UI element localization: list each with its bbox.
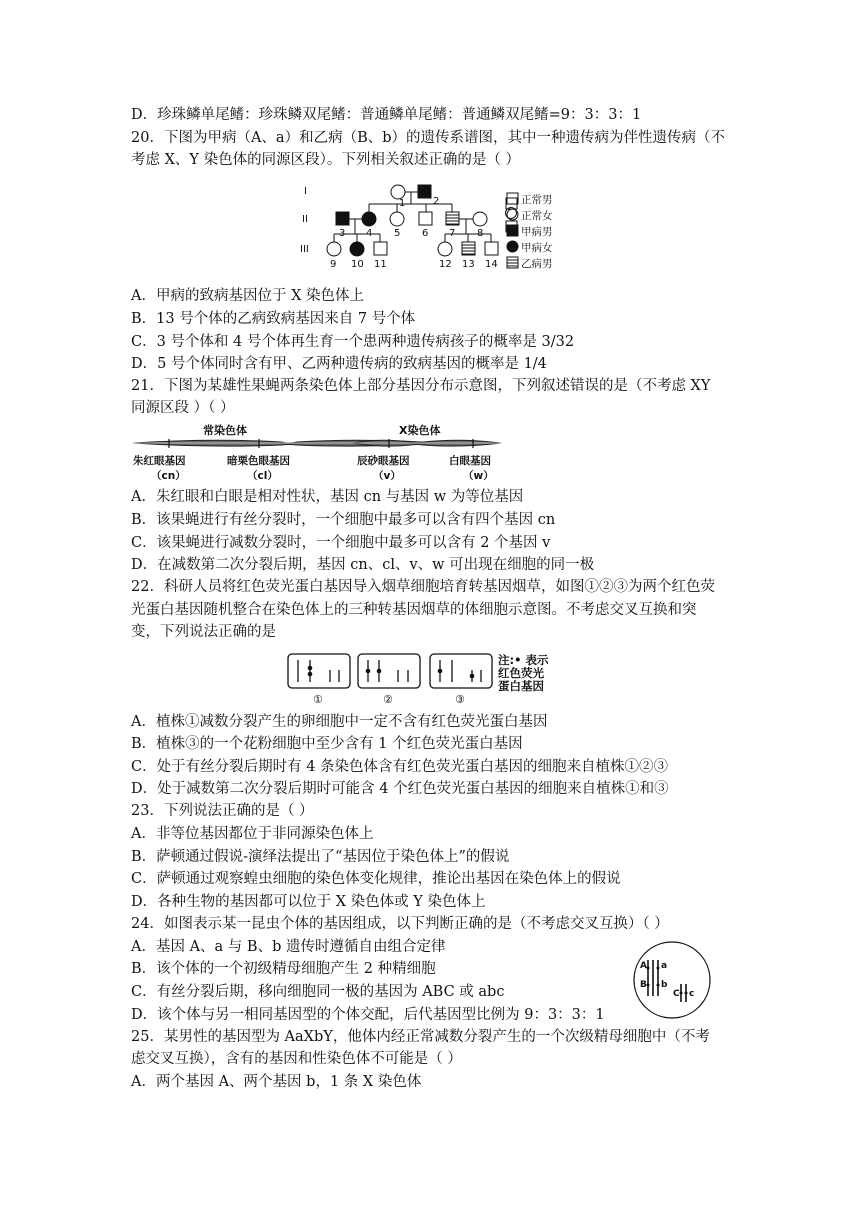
text-line: D．在减数第二次分裂后期，基因 cn、cl、v、w 可出现在细胞的同一极 (131, 557, 595, 573)
text-line: A．甲病的致病基因位于 X 染色体上 (131, 288, 365, 304)
individual-number: 7 (449, 228, 456, 239)
text-line: D．各种生物的基因都可以位于 X 染色体或 Y 染色体上 (131, 894, 486, 910)
gene-symbol: （cl） (247, 470, 278, 482)
gene-name: 暗栗色眼基因 (227, 455, 290, 467)
individual-number: 2 (433, 196, 440, 207)
chromosome-title: 常染色体 (203, 424, 247, 437)
legend-label: 正常男 (521, 194, 553, 206)
gene-symbol: （w） (463, 470, 494, 482)
plant-label: ① (313, 693, 323, 706)
plant-label: ③ (455, 693, 465, 706)
text-line: B．该个体的一个初级精母细胞产生 2 种精细胞 (131, 961, 436, 977)
note-text: 红色荧光 (498, 666, 544, 680)
gene-name: 白眼基因 (449, 455, 491, 467)
text-line: C．处于有丝分裂后期时有 4 条染色体含有红色荧光蛋白基因的细胞来自植株①②③ (131, 759, 669, 775)
gene-symbol: （cn） (151, 470, 186, 482)
text-line: C．该果蝇进行减数分裂时，一个细胞中最多可以含有 2 个基因 v (131, 535, 551, 551)
individual-number: 1 (399, 198, 406, 209)
insect-cell-figure (628, 940, 716, 1020)
text-line: 考虑 X、Y 染色体的同源区段）。下列相关叙述正确的是（ ） (131, 152, 520, 168)
text-line: 24．如图表示某一昆虫个体的基因组成，以下判断正确的是（不考虑交叉互换）（ ） (131, 916, 669, 932)
gene-symbol: （v） (373, 470, 401, 482)
legend-label: 乙病男 (521, 258, 553, 270)
text-line: D．该个体与另一相同基因型的个体交配，后代基因型比例为 9：3：3：1 (131, 1007, 605, 1023)
text-line: A．基因 A、a 与 B、b 遗传时遵循自由组合定律 (131, 939, 446, 955)
text-line: D．珍珠鳞单尾鳍：珍珠鳞双尾鳍：普通鳞单尾鳍：普通鳞双尾鳍=9：3：3：1 (131, 107, 642, 123)
individual-number: 6 (422, 228, 429, 239)
text-line: B．植株③的一个花粉细胞中至少含有 1 个红色荧光蛋白基因 (131, 736, 523, 752)
text-line: D．处于减数第二次分裂后期时可能含 4 个红色荧光蛋白基因的细胞来自植株①和③ (131, 781, 669, 797)
fly-chromosome-figure (131, 422, 511, 484)
individual-number: 10 (351, 259, 364, 270)
text-line: 光蛋白基因随机整合在染色体上的三种转基因烟草的体细胞示意图。不考虑交叉互换和突 (131, 602, 697, 618)
individual-number: 5 (394, 228, 401, 239)
legend-label: 正常女 (521, 210, 553, 222)
text-line: C．有丝分裂后期，移向细胞同一极的基因为 ABC 或 abc (131, 984, 505, 1000)
individual-number: 12 (439, 259, 452, 270)
legend-label: 甲病女 (521, 242, 553, 254)
text-line: B．萨顿通过假说-演绎法提出了“基因位于染色体上”的假说 (131, 849, 510, 865)
gene-letter: c (689, 989, 695, 999)
pedigree-chart (300, 178, 570, 280)
text-line: 同源区段 ）（ ） (131, 400, 235, 416)
gene-letter: A (640, 961, 647, 971)
individual-number: 3 (339, 228, 346, 239)
text-line: A．朱红眼和白眼是相对性状，基因 cn 与基因 w 为等位基因 (131, 489, 524, 505)
text-line: 20．下图为甲病（A、a）和乙病（B、b）的遗传系谱图，其中一种遗传病为伴性遗传病（不 (131, 130, 726, 146)
individual-number: 13 (462, 259, 475, 270)
text-line: C．萨顿通过观察蝗虫细胞的染色体变化规律，推论出基因在染色体上的假说 (131, 871, 621, 887)
generation-label: II (302, 214, 308, 225)
text-line: B．13 号个体的乙病致病基因来自 7 号个体 (131, 311, 416, 327)
tobacco-cells-figure (286, 650, 576, 708)
plant-label: ② (383, 693, 393, 706)
text-line: 25．某男性的基因型为 AaXbY，他体内经正常减数分裂产生的一个次级精母细胞中（不考 (131, 1029, 710, 1045)
gene-letter: C (673, 989, 680, 999)
text-line: 变，下列说法正确的是 (131, 624, 276, 640)
text-line: 22．科研人员将红色荧光蛋白基因导入烟草细胞培育转基因烟草，如图①②③为两个红色荧 (131, 579, 715, 595)
text-line: B．该果蝇进行有丝分裂时，一个细胞中最多可以含有四个基因 cn (131, 512, 556, 528)
text-line: 21．下图为某雄性果蝇两条染色体上部分基因分布示意图，下列叙述错误的是（不考虑 XY (131, 378, 711, 394)
individual-number: 8 (477, 228, 484, 239)
text-line: 23．下列说法正确的是（ ） (131, 803, 314, 819)
text-line: D．5 号个体同时含有甲、乙两种遗传病的致病基因的概率是 1/4 (131, 356, 547, 372)
text-line: A．植株①减数分裂产生的卵细胞中一定不含有红色荧光蛋白基因 (131, 714, 548, 730)
individual-number: 11 (374, 259, 387, 270)
gene-letter: B (640, 980, 647, 990)
gene-name: 朱红眼基因 (133, 455, 186, 467)
gene-letter: b (661, 980, 668, 990)
individual-number: 14 (485, 259, 498, 270)
text-line: C．3 号个体和 4 号个体再生育一个患两种遗传病孩子的概率是 3/32 (131, 334, 575, 350)
individual-number: 9 (330, 259, 337, 270)
generation-label: III (300, 244, 309, 255)
text-line: A．非等位基因都位于非同源染色体上 (131, 826, 374, 842)
note-text: 注:• 表示 (498, 653, 549, 667)
text-line: 虑交叉互换），含有的基因和性染色体不可能是（ ） (131, 1051, 462, 1067)
generation-label: I (304, 186, 307, 197)
gene-name: 辰砂眼基因 (357, 455, 410, 467)
chromosome-title: X染色体 (399, 424, 441, 437)
legend-label: 甲病男 (521, 226, 553, 238)
note-text: 蛋白基因 (498, 679, 544, 693)
gene-letter: a (661, 961, 668, 971)
text-line: A．两个基因 A、两个基因 b，1 条 X 染色体 (131, 1074, 422, 1090)
individual-number: 4 (366, 228, 373, 239)
